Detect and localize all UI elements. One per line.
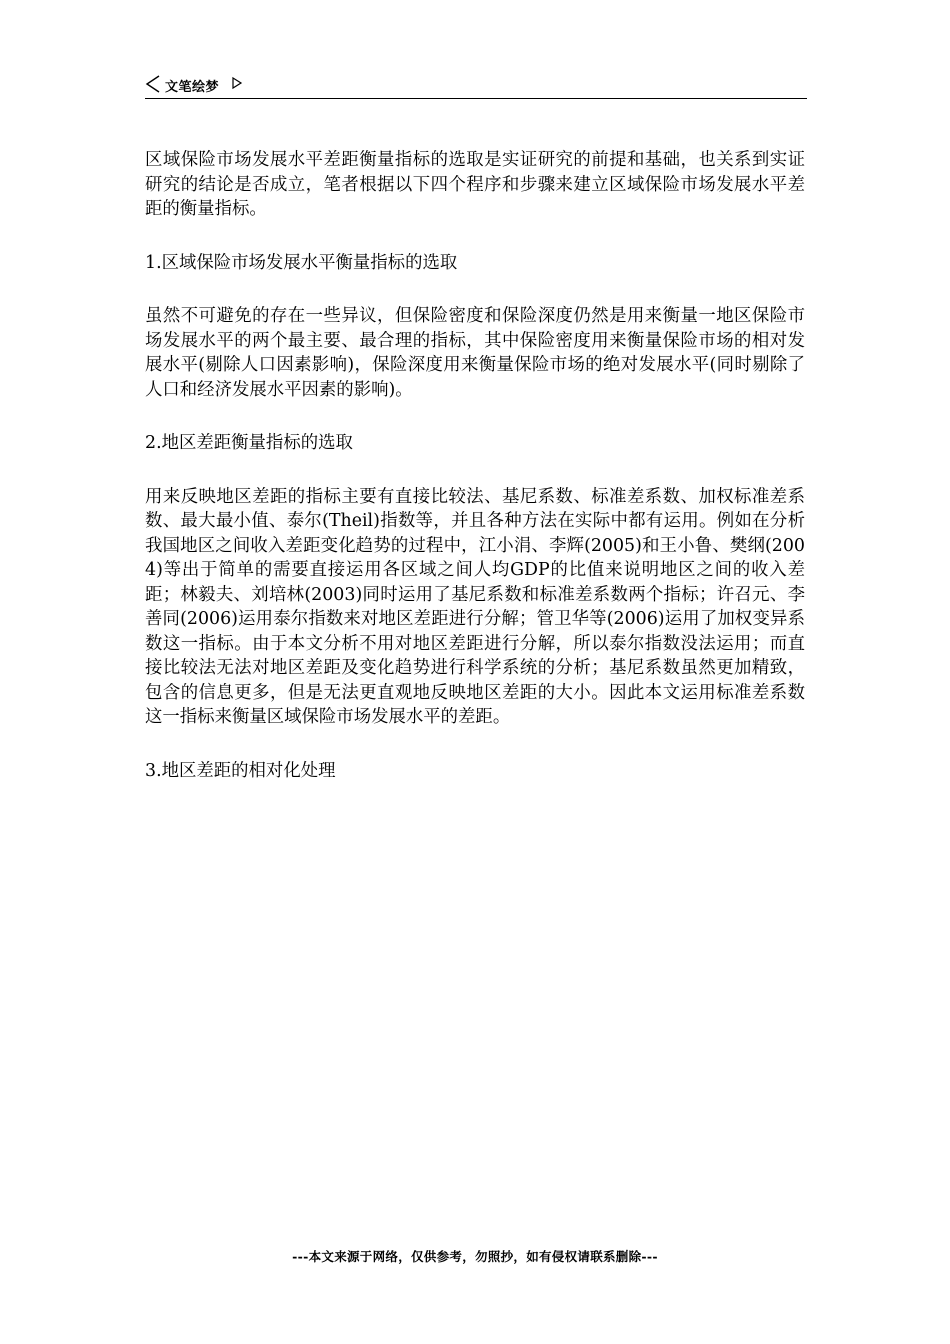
page-header [145,72,807,99]
section-heading-2: 2.地区差距衡量指标的选取 [145,433,353,453]
paragraph-section-2: 用来反映地区差距的指标主要有直接比较法、基尼系数、标准差系数、加权标准差系数、最大最小值、泰尔(Theil)指数等，并且各种方法在实际中都有运用。例如在分析我国地区之间收入差距变化趋势的过程中，江小涓、李辉(2005)和王小鲁、樊纲(2004)等出于简单的需要直接运用各区域之间人均GDP的比值来说明地区之间的收入差距；林毅夫、刘培林(2003)同时运用了基尼系数和标准差系数两个指标；许召元、李善同(2006)运用泰尔指数来对地区差距进行分解；管卫华等(2006)运用了加权变异系数这一指标。由于本文分析不用对地区差距进行分解，所以泰尔指数没法运用；而直接比较法无法对地区差距及变化趋势进行科学系统的分析；基尼系数虽然更加精致，包含的信息更多，但是无法更直观地反映地区差距的大小。因此本文运用标准差系数这一指标来衡量区域保险市场发展水平的差距。 [145,486,805,727]
document-body [145,148,805,783]
footer-disclaimer: ---本文来源于网络，仅供参考，勿照抄，如有侵权请联系删除--- [292,1249,658,1264]
paragraph-section-1: 虽然不可避免的存在一些异议，但保险密度和保险深度仍然是用来衡量一地区保险市场发展水平的两个最主要、最合理的指标，其中保险密度用来衡量保险市场的相对发展水平(剔除人口因素影响)，保险深度用来衡量保险市场的绝对发展水平(同时剔除了人口和经济发展水平因素的影响)。 [145,306,805,400]
triangle-left-icon [145,74,161,94]
triangle-right-icon [231,76,243,90]
section-heading-1: 1.区域保险市场发展水平衡量指标的选取 [145,252,458,273]
section-heading-3: 3.地区差距的相对化处理 [145,760,336,781]
header-title: 文笔绘梦 [165,80,220,95]
paragraph-intro: 区域保险市场发展水平差距衡量指标的选取是实证研究的前提和基础，也关系到实证研究的结论是否成立，笔者根据以下四个程序和步骤来建立区域保险市场发展水平差距的衡量指标。 [145,150,805,219]
